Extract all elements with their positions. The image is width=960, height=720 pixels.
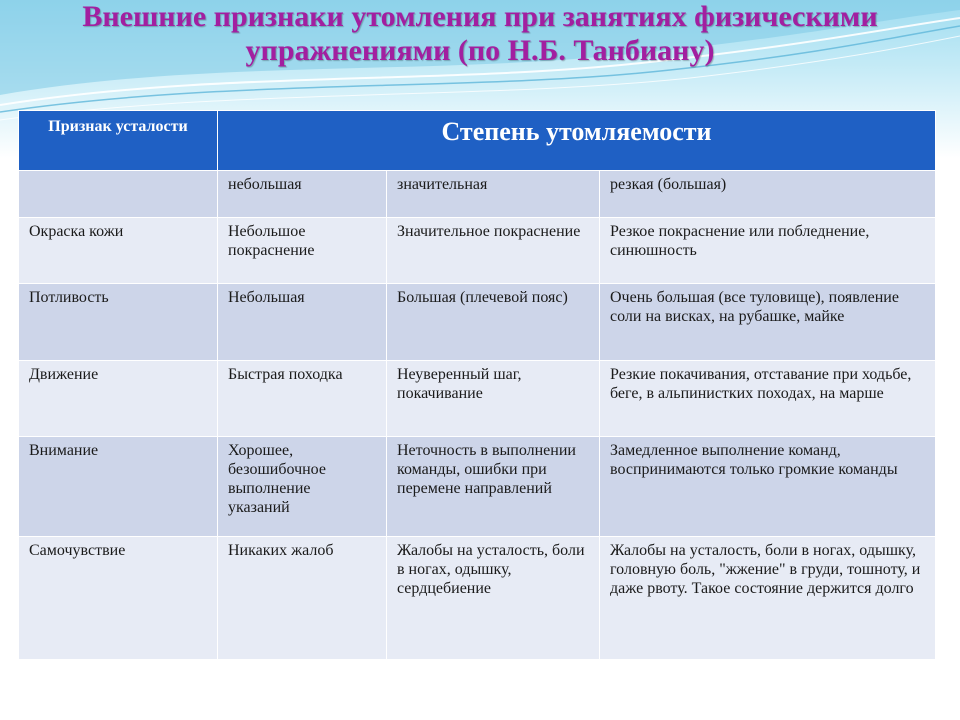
row-sharp: Замедленное выполнение команд, воспринимаются только громкие команды	[600, 437, 936, 537]
row-small: Хорошее, безошибочное выполнение указаний	[218, 437, 387, 537]
row-sharp: Очень большая (все туловище), появление соли на висках, на рубашке, майке	[600, 284, 936, 361]
row-significant: Неточность в выполнении команды, ошибки при перемене направлений	[387, 437, 600, 537]
row-sharp: Резкие покачивания, отставание при ходьбе, беге, в альпинистких походах, на марше	[600, 361, 936, 437]
row-sign: Окраска кожи	[19, 218, 218, 284]
row-small: Небольшое покраснение	[218, 218, 387, 284]
row-sharp: Жалобы на усталость, боли в ногах, одышку, головную боль, "жжение" в груди, тошноту, и даже рвоту. Такое состояние держится долго	[600, 537, 936, 660]
row-sign: Самочувствие	[19, 537, 218, 660]
row-significant: Жалобы на усталость, боли в ногах, одышку, сердцебиение	[387, 537, 600, 660]
row-sharp: Резкое покраснение или побледнение, синюшность	[600, 218, 936, 284]
subheader-sharp: резкая (большая)	[600, 171, 936, 218]
row-small: Быстрая походка	[218, 361, 387, 437]
header-sign: Признак усталости	[19, 111, 218, 171]
header-degree: Степень утомляемости	[218, 111, 936, 171]
table-row	[19, 284, 936, 361]
slide-title-line1: Внешние признаки утомления при занятиях физическими	[82, 0, 878, 33]
row-sign: Потливость	[19, 284, 218, 361]
row-significant: Значительное покраснение	[387, 218, 600, 284]
fatigue-signs-table	[18, 110, 936, 660]
table-row	[19, 437, 936, 537]
table-row	[19, 218, 936, 284]
row-sign: Внимание	[19, 437, 218, 537]
row-sign: Движение	[19, 361, 218, 437]
row-small: Небольшая	[218, 284, 387, 361]
table-header-row	[19, 111, 936, 171]
slide-title-line2: упражнениями (по Н.Б. Танбиану)	[245, 34, 715, 67]
row-small: Никаких жалоб	[218, 537, 387, 660]
subheader-row	[19, 171, 936, 218]
table-row	[19, 537, 936, 660]
subheader-small: небольшая	[218, 171, 387, 218]
subheader-empty-cell	[19, 171, 218, 218]
row-significant: Большая (плечевой пояс)	[387, 284, 600, 361]
subheader-significant: значительная	[387, 171, 600, 218]
row-significant: Неуверенный шаг, покачивание	[387, 361, 600, 437]
table-row	[19, 361, 936, 437]
slide-title	[30, 0, 930, 68]
